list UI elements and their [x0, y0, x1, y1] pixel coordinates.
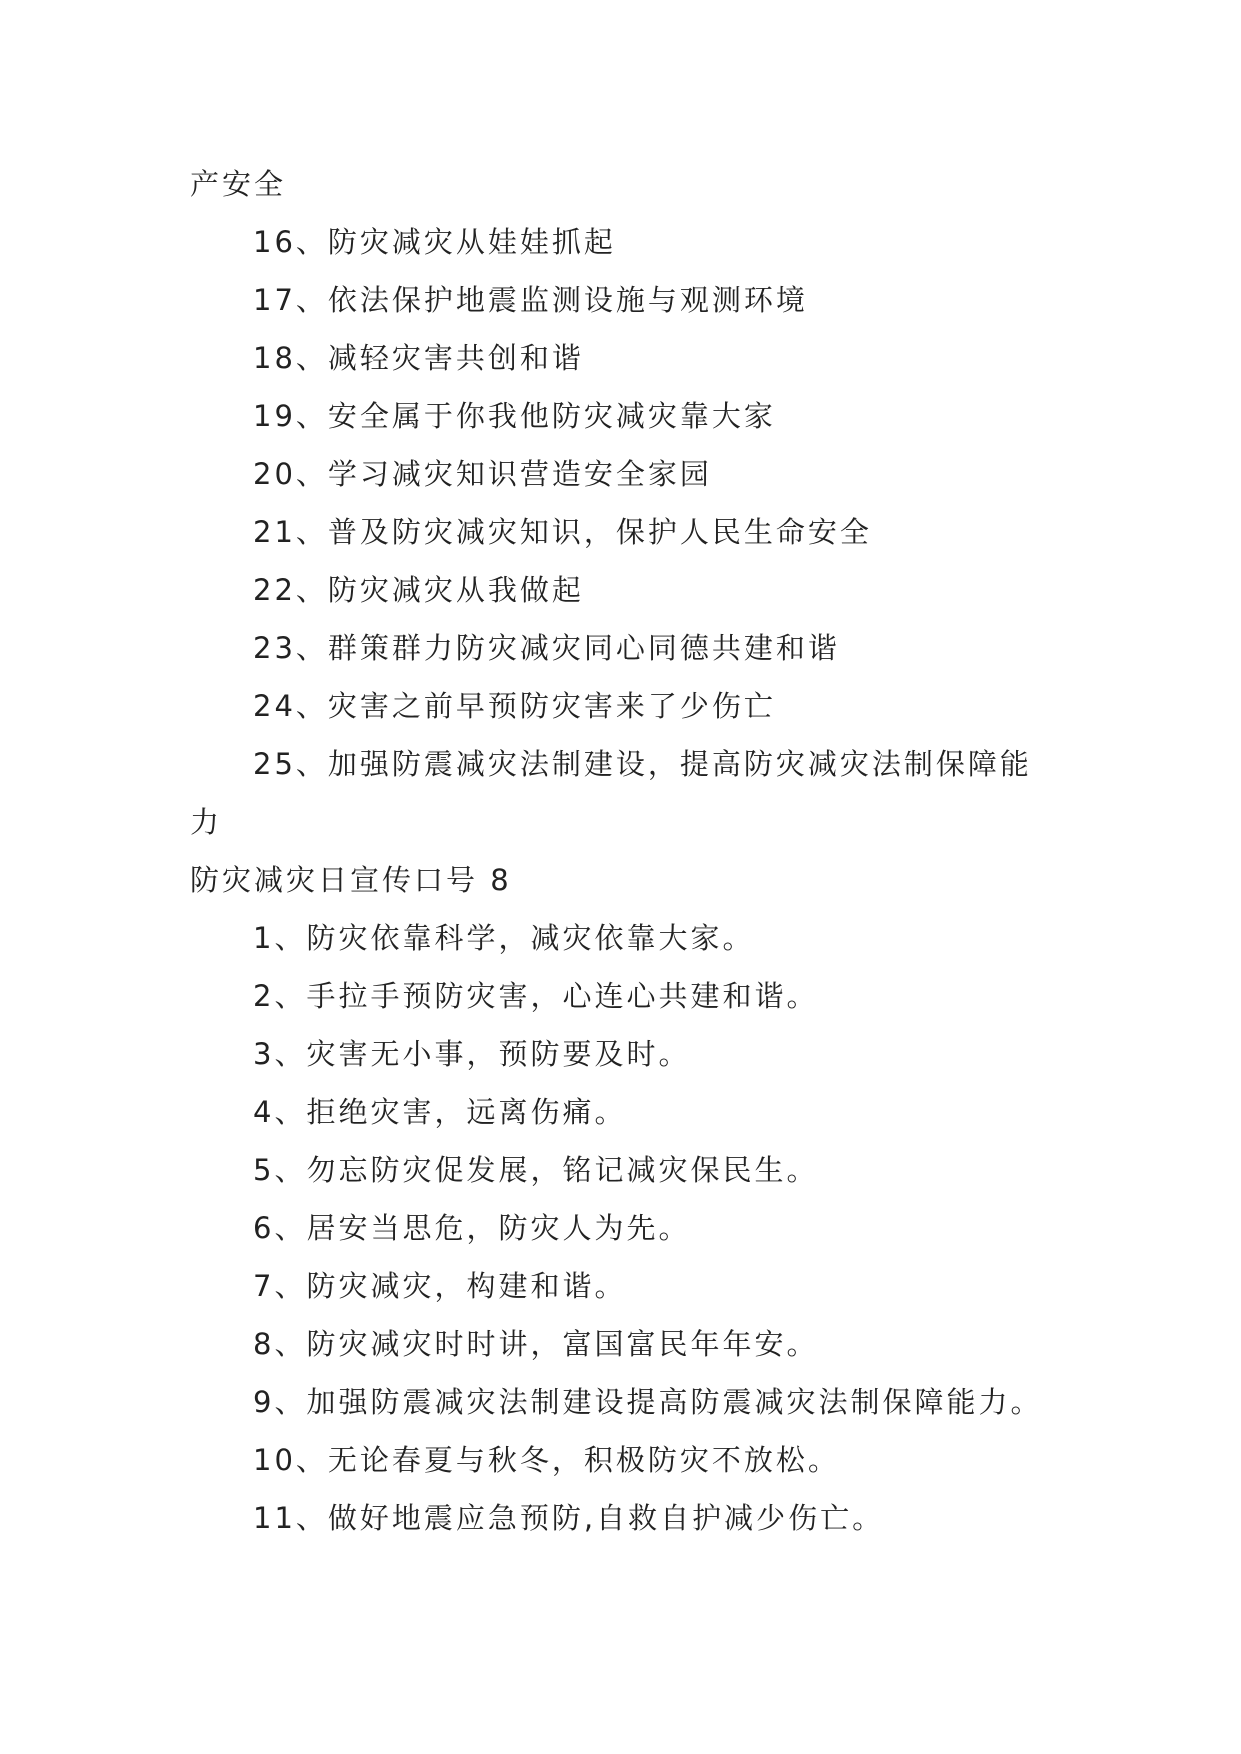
slogan-item-23: 23、群策群力防灾减灾同心同德共建和谐	[253, 631, 840, 665]
slogan-item-20: 20、学习减灾知识营造安全家园	[253, 457, 712, 491]
slogan-item-3: 3、灾害无小事，预防要及时。	[253, 1037, 691, 1071]
slogan-item-7: 7、防灾减灾，构建和谐。	[253, 1269, 627, 1303]
section-title: 防灾减灾日宣传口号 8	[190, 863, 512, 897]
slogan-item-18: 18、减轻灾害共创和谐	[253, 341, 584, 375]
slogan-item-9: 9、加强防震减灾法制建设提高防震减灾法制保障能力。	[253, 1385, 1043, 1419]
slogan-item-22: 22、防灾减灾从我做起	[253, 573, 584, 607]
slogan-item-8: 8、防灾减灾时时讲，富国富民年年安。	[253, 1327, 819, 1361]
slogan-item-2: 2、手拉手预防灾害，心连心共建和谐。	[253, 979, 819, 1013]
slogan-item-19: 19、安全属于你我他防灾减灾靠大家	[253, 399, 776, 433]
slogan-item-1: 1、防灾依靠科学，减灾依靠大家。	[253, 921, 755, 955]
slogan-item-10: 10、无论春夏与秋冬，积极防灾不放松。	[253, 1443, 840, 1477]
continuation-line: 产安全	[190, 167, 287, 201]
slogan-item-4: 4、拒绝灾害，远离伤痛。	[253, 1095, 627, 1129]
slogan-item-21: 21、普及防灾减灾知识，保护人民生命安全	[253, 515, 872, 549]
slogan-item-16: 16、防灾减灾从娃娃抓起	[253, 225, 616, 259]
slogan-item-25-wrap: 力	[190, 805, 223, 839]
slogan-item-5: 5、勿忘防灾促发展，铭记减灾保民生。	[253, 1153, 819, 1187]
slogan-item-25: 25、加强防震减灾法制建设，提高防灾减灾法制保障能	[253, 747, 1032, 781]
slogan-item-24: 24、灾害之前早预防灾害来了少伤亡	[253, 689, 776, 723]
slogan-item-17: 17、依法保护地震监测设施与观测环境	[253, 283, 808, 317]
slogan-item-6: 6、居安当思危，防灾人为先。	[253, 1211, 691, 1245]
slogan-item-11: 11、做好地震应急预防,自救自护减少伤亡。	[253, 1501, 885, 1535]
